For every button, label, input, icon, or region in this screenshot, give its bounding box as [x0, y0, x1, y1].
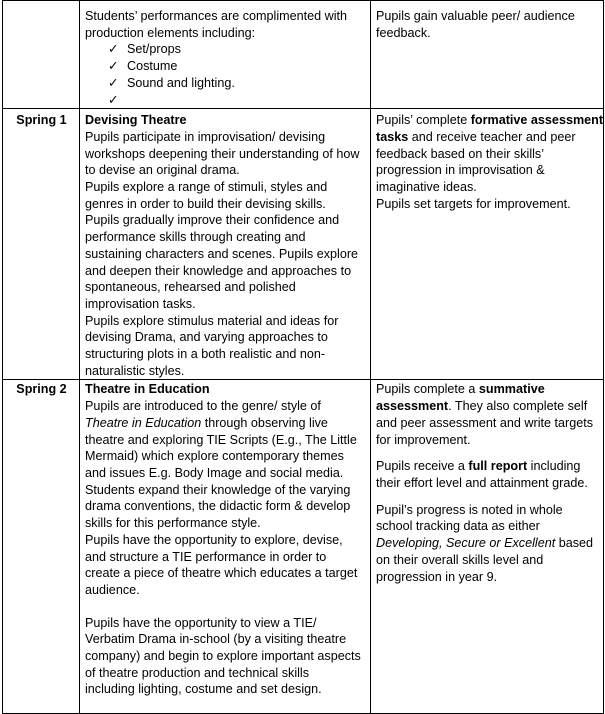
text-line: Pupils’ complete formative assessment: [376, 113, 604, 128]
text-line: Pupils participate in improvisation/ devising: [85, 129, 326, 144]
list-item: [108, 92, 366, 109]
text-line: including lighting, costume and set design.: [85, 682, 322, 697]
text-line: Pupils have the opportunity to view a TIE/: [85, 615, 317, 630]
text-line: and structure a TIE performance in order to: [85, 549, 327, 564]
text-line: for improvement.: [376, 432, 471, 447]
production-elements-list: [85, 41, 366, 108]
checkmark-icon: ✓: [108, 59, 119, 74]
text-line: on their overall skills level and: [376, 552, 544, 567]
text-line: structuring plots in a both realistic and non-: [85, 347, 326, 362]
text-line: Theatre in Education through observing live: [85, 415, 328, 430]
text-line: Pupils set targets for improvement.: [376, 196, 571, 211]
assessment-cell: [371, 109, 604, 380]
text-line: improvisation tasks.: [85, 296, 196, 311]
text-line: Students expand their knowledge of the varying: [85, 482, 351, 497]
text-line: to devise an original drama.: [85, 163, 240, 178]
checkmark-icon: ✓: [108, 42, 119, 57]
text-line: and deepen their knowledge and approaches to: [85, 263, 352, 278]
assessment-cell: [371, 380, 604, 714]
curriculum-table: [2, 0, 604, 714]
text-line: Pupils are introduced to the genre/ style of: [85, 399, 321, 414]
text-line: Pupils gain valuable peer/ audience: [376, 9, 575, 23]
term-cell: Spring 2: [3, 380, 80, 714]
text-line: progression in improvisation &: [376, 163, 545, 178]
assessment-cell: [371, 1, 604, 109]
term-cell: Spring 1: [3, 109, 80, 380]
text-line: Pupils have the opportunity to explore, devise,: [85, 532, 343, 547]
text-line: naturalistic styles.: [85, 363, 185, 378]
text-line: and peer assessment and write targets: [376, 415, 594, 430]
text-line: Pupil’s progress is noted in whole: [376, 502, 563, 517]
text-line: drama conventions, the didactic form & develop: [85, 499, 351, 514]
text-line: Pupils gradually improve their confidence and: [85, 213, 340, 228]
text-line: audience.: [85, 582, 140, 597]
list-item: ✓ Set/props: [108, 42, 181, 57]
list-item: ✓ Sound and lighting.: [108, 75, 235, 90]
text-line: spontaneous, rehearsed and polished: [85, 280, 296, 295]
table-row: [3, 380, 604, 714]
text-line: of theatre production and technical skills: [85, 665, 310, 680]
text-line: imaginative ideas.: [376, 180, 477, 195]
text-line: progression in year 9.: [376, 569, 498, 584]
content-cell: [80, 109, 371, 380]
text-line: Pupils explore stimulus material and ideas for: [85, 313, 339, 328]
text-line: devising Drama, and varying approaches to: [85, 330, 328, 345]
text-line: and issues E.g. Body Image and social media.: [85, 465, 344, 480]
section-title: Devising Theatre: [85, 113, 187, 128]
text-line: Verbatim Drama in-school (by a visiting theatre: [85, 632, 347, 647]
text-line: tasks and receive teacher and peer: [376, 129, 576, 144]
text-line: Pupils complete a summative: [376, 382, 545, 397]
text-line: sustaining characters and scenes. Pupils explore: [85, 246, 359, 261]
list-item: ✓ Costume: [108, 59, 178, 74]
text-line: performance skills through creating and: [85, 230, 306, 245]
text-line: feedback based on their skills’: [376, 146, 545, 161]
text-line: workshops deepening their understanding of how: [85, 146, 360, 161]
table-row: [3, 1, 604, 109]
term-cell: [3, 1, 80, 109]
text-line: genres in order to build their devising skills.: [85, 196, 326, 211]
checkmark-icon: ✓: [108, 92, 119, 107]
text-line: skills for this performance style.: [85, 516, 261, 531]
section-title: Theatre in Education: [85, 382, 210, 397]
text-line: company) and begin to explore important aspects: [85, 649, 361, 664]
text-line: Mermaid) which explore contemporary themes: [85, 449, 344, 464]
content-cell: [80, 1, 371, 109]
text-line: their effort level and attainment grade.: [376, 475, 588, 490]
text-line: school tracking data as either: [376, 519, 540, 534]
text-line: theatre and exploring TIE Scripts (E.g., The Little: [85, 432, 357, 447]
text-line: feedback.: [376, 25, 431, 40]
text-line: assessment. They also complete self: [376, 399, 588, 414]
content-cell: [80, 380, 371, 714]
text-line: production elements including:: [85, 25, 256, 40]
table-row: [3, 109, 604, 380]
text-line: Pupils explore a range of stimuli, styles and: [85, 180, 328, 195]
text-line: Students’ performances are complimented with: [85, 9, 348, 23]
text-line: Pupils receive a full report including: [376, 459, 581, 474]
text-line: Developing, Secure or Excellent based: [376, 536, 594, 551]
checkmark-icon: ✓: [108, 75, 119, 90]
text-line: create a piece of theatre which educates a target: [85, 566, 358, 581]
